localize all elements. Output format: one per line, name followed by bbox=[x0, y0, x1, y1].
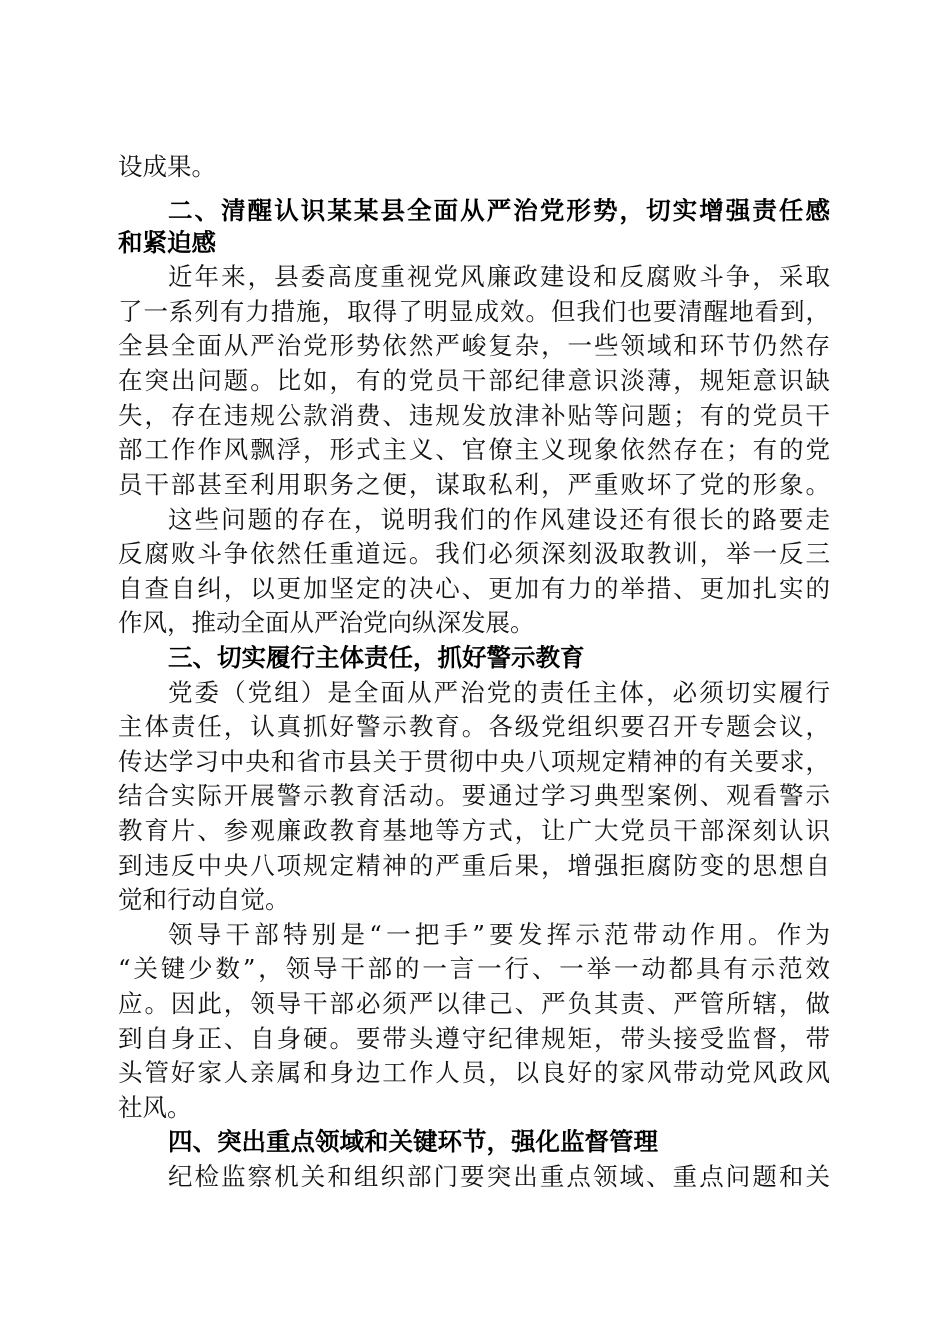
body-text-line: 到自身正、自身硬。要带头遵守纪律规矩，带头接受监督，带 bbox=[118, 1024, 830, 1053]
body-text-line: 在突出问题。比如，有的党员干部纪律意识淡薄，规矩意识缺 bbox=[118, 366, 830, 395]
body-text-line: 到违反中央八项规定精神的严重后果，增强拒腐防变的思想自 bbox=[118, 851, 830, 880]
body-text-line: 领导干部特别是“一把手”要发挥示范带动作用。作为 bbox=[168, 920, 830, 949]
body-text-line: 觉和行动自觉。 bbox=[118, 885, 290, 914]
body-text-line: 应。因此，领导干部必须严以律己、严负其责、严管所辖，做 bbox=[118, 989, 830, 1018]
body-text-line: 教育片、参观廉政教育基地等方式，让广大党员干部深刻认识 bbox=[118, 816, 830, 845]
body-text-line: 员干部甚至利用职务之便，谋取私利，严重败坏了党的形象。 bbox=[118, 470, 830, 499]
body-text-line: 反腐败斗争依然任重道远。我们必须深刻汲取教训，举一反三 bbox=[118, 539, 830, 568]
body-text-line: 传达学习中央和省市县关于贯彻中央八项规定精神的有关要求， bbox=[118, 747, 830, 776]
section-heading-3: 三、切实履行主体责任，抓好警示教育 bbox=[168, 643, 585, 672]
body-text-line: 全县全面从严治党形势依然严峻复杂，一些领域和环节仍然存 bbox=[118, 331, 830, 360]
body-text-line: 党委（党组）是全面从严治党的责任主体，必须切实履行 bbox=[168, 678, 830, 707]
section-heading-2: 二、清醒认识某某县全面从严治党形势，切实增强责任感 bbox=[168, 196, 830, 225]
body-text-line: 主体责任，认真抓好警示教育。各级党组织要召开专题会议， bbox=[118, 712, 830, 741]
section-heading-2-continued: 和紧迫感 bbox=[118, 228, 216, 257]
body-text-line: 社风。 bbox=[118, 1093, 192, 1122]
body-text-line: 结合实际开展警示教育活动。要通过学习典型案例、观看警示 bbox=[118, 781, 830, 810]
body-text-line: 作风，推动全面从严治党向纵深发展。 bbox=[118, 608, 535, 637]
body-text-line: 头管好家人亲属和身边工作人员，以良好的家风带动党风政风 bbox=[118, 1058, 830, 1087]
body-text-line: 这些问题的存在，说明我们的作风建设还有很长的路要走 bbox=[168, 505, 830, 534]
body-text-line: 部工作作风飘浮，形式主义、官僚主义现象依然存在；有的党 bbox=[118, 435, 830, 464]
body-text-line: 自查自纠，以更加坚定的决心、更加有力的举措、更加扎实的 bbox=[118, 574, 830, 603]
body-text-line: 纪检监察机关和组织部门要突出重点领域、重点问题和关 bbox=[168, 1162, 830, 1191]
section-heading-4: 四、突出重点领域和关键环节，强化监督管理 bbox=[168, 1127, 658, 1156]
body-text-line: 近年来，县委高度重视党风廉政建设和反腐败斗争，采取 bbox=[168, 262, 830, 291]
body-text-line: 了一系列有力措施，取得了明显成效。但我们也要清醒地看到， bbox=[118, 297, 830, 326]
body-text-line: 设成果。 bbox=[118, 152, 216, 181]
body-text-line: 失，存在违规公款消费、违规发放津补贴等问题；有的党员干 bbox=[118, 401, 830, 430]
body-text-line: “关键少数”，领导干部的一言一行、一举一动都具有示范效 bbox=[118, 954, 830, 983]
